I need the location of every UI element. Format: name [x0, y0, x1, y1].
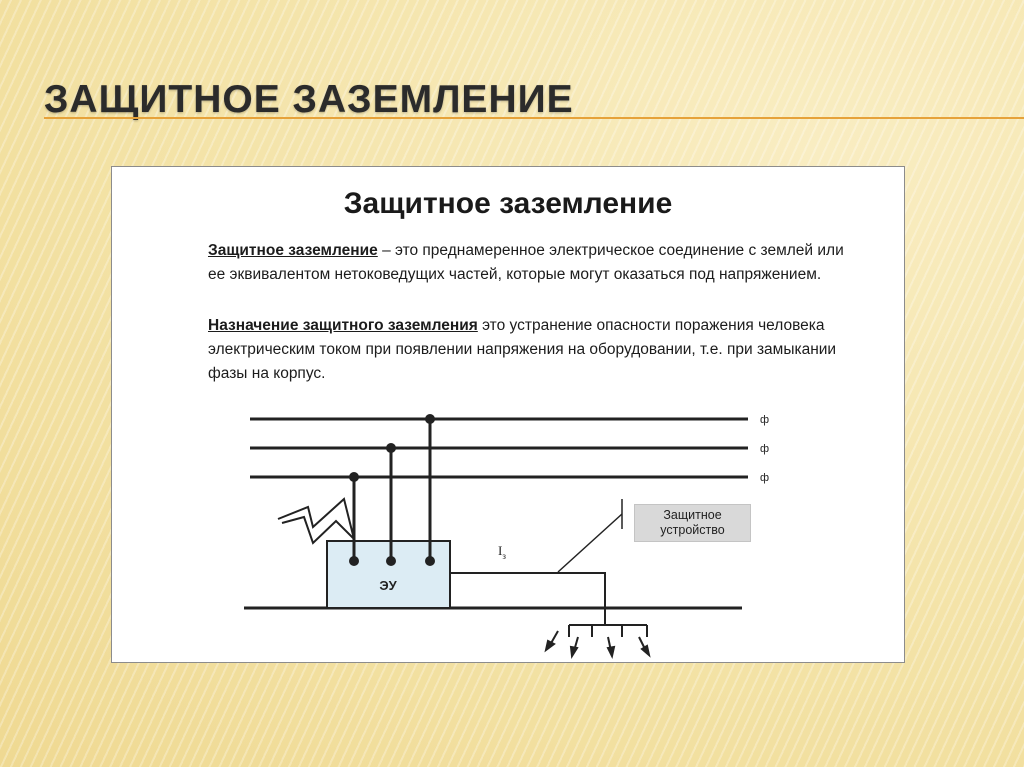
phase-label-2: ф: [760, 443, 770, 455]
protective-device-link: [558, 514, 622, 572]
diagram-figure: [111, 166, 905, 663]
phase-label-1: ф: [760, 414, 770, 426]
grounding-schematic: [112, 167, 904, 662]
terminal-3: [425, 556, 435, 566]
purpose-text: это устранение опасности поражения человека электрическим током при появлении напряжения на оборудовании, т.е. при замыкании фазы на корпус.: [208, 317, 837, 382]
grounding-conductor: [450, 573, 605, 625]
fault-lightning-symbol: [278, 499, 354, 543]
figure-title: Защитное заземление: [343, 187, 673, 220]
junction-phase-3: [349, 472, 359, 482]
terminal-2: [386, 556, 396, 566]
fault-current-label: $I_з$: [498, 543, 506, 561]
equipment-housing: [327, 541, 450, 608]
purpose-term: Назначение защитного заземления: [208, 317, 478, 334]
title-underline: [44, 117, 1024, 119]
equipment-label: ЭУ: [379, 578, 397, 593]
terminal-1: [349, 556, 359, 566]
definition-text: – это преднамеренное электрическое соединение с землей или ее эквивалентом нетоковедущих частей, которые могут оказаться под напряжением.: [208, 242, 844, 283]
phase-label-3: ф: [760, 472, 770, 484]
dispersion-arrows: [546, 631, 649, 656]
definition-term: Защитное заземление: [208, 242, 378, 259]
slide-title: ЗАЩИТНОЕ ЗАЗЕМЛЕНИЕ: [44, 78, 574, 121]
junction-phase-2: [386, 443, 396, 453]
junction-phase-1: [425, 414, 435, 424]
protective-device-label: Защитное устройство: [634, 504, 751, 542]
